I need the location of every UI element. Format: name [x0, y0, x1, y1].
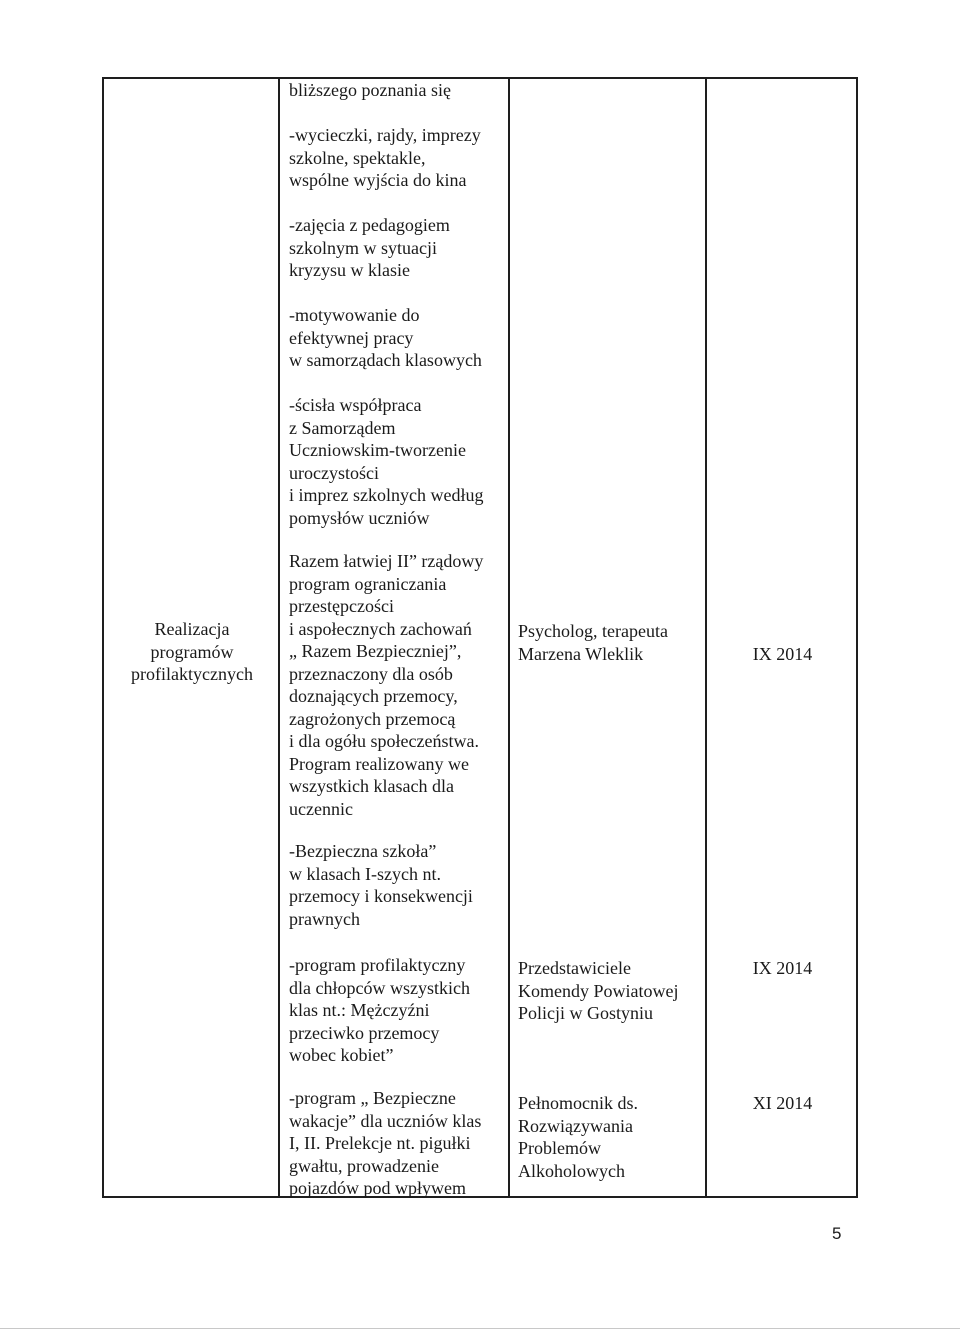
- activity-item: -wycieczki, rajdy, imprezy szkolne, spektakle, wspólne wyjścia do kina: [289, 125, 481, 190]
- responsible-person: Przedstawiciele Komendy Powiatowej Policji w Gostyniu: [518, 958, 679, 1023]
- column-divider: [705, 77, 707, 1198]
- activity-item: -zajęcia z pedagogiem szkolnym w sytuacji kryzysu w klasie: [289, 215, 450, 280]
- scan-edge-line: [0, 1328, 960, 1329]
- activity-item: Razem łatwiej II” rządowy program ograniczania przestępczości i aspołecznych zachowań „ Razem Bezpieczniej”, przeznaczony dla osób doznających przemocy, zagrożonych przemocą i dla ogółu społeczeństwa. Program realizowany we wszystkich klasach dla uczennic: [289, 551, 484, 819]
- section-label: Realizacja programów profilaktycznych: [131, 619, 253, 684]
- page-number: 5: [832, 1224, 842, 1243]
- activity-item: -program profilaktyczny dla chłopców wszystkich klas nt.: Mężczyźni przeciwko przemocy wobec kobiet”: [289, 955, 470, 1065]
- date-cell: XI 2014: [752, 1093, 813, 1113]
- column-divider: [508, 77, 510, 1198]
- responsible-person: Pełnomocnik ds. Rozwiązywania Problemów Alkoholowych: [518, 1093, 638, 1181]
- column-divider: [278, 77, 280, 1198]
- date-cell: IX 2014: [752, 958, 813, 978]
- responsible-person: Psycholog, terapeuta Marzena Wleklik: [518, 621, 668, 664]
- date-cell: IX 2014: [752, 644, 813, 664]
- activity-item: -motywowanie do efektywnej pracy w samorządach klasowych: [289, 305, 482, 370]
- activity-item: -ścisła współpraca z Samorządem Uczniowskim-tworzenie uroczystości i imprez szkolnych według pomysłów uczniów: [289, 395, 484, 528]
- activity-item: -program „ Bezpieczne wakacje” dla uczniów klas I, II. Prelekcje nt. pigułki gwałtu, prowadzenie pojazdów pod wpływem: [289, 1088, 482, 1198]
- activity-item: bliższego poznania się: [289, 80, 451, 100]
- activity-item: -Bezpieczna szkoła” w klasach I-szych nt. przemocy i konsekwencji prawnych: [289, 841, 473, 929]
